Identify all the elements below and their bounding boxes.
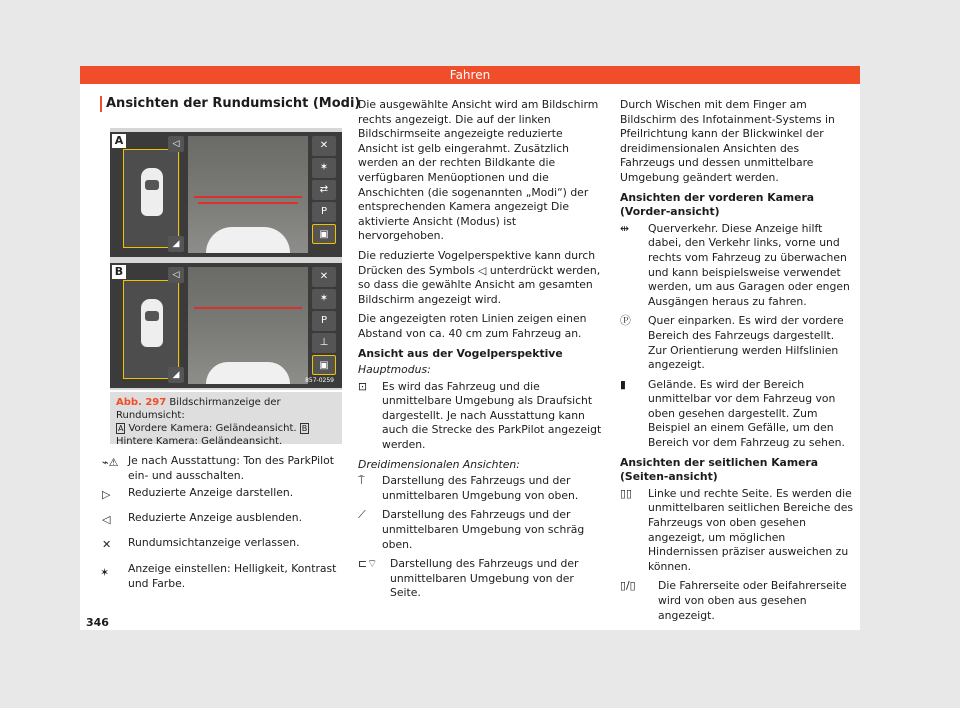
reduced-view-frame bbox=[123, 149, 179, 248]
figure-surround-view bbox=[110, 128, 342, 390]
icon-item-text: Gelände. Es wird der Bereich unmittelbar vor dem Fahrzeug von oben gesehen dargestellt. Zum Beispiel an einem Gefälle, um den Bereich vor dem Fahrzeug zu sehen. bbox=[648, 377, 845, 450]
subheading: Ansichten der seitlichen Kamera (Seiten-ansicht) bbox=[620, 455, 819, 484]
chapter-header: Fahren bbox=[80, 66, 860, 84]
icon-item bbox=[620, 222, 856, 310]
list-item: Je nach Ausstattung: Ton des ParkPilot ein- und ausschalten. bbox=[128, 454, 334, 482]
icon-item-text: Darstellung des Fahrzeugs und der unmittelbaren Umgebung von schräg oben. bbox=[382, 508, 585, 551]
cross-parking-icon: P bbox=[312, 311, 336, 331]
settings-brightness-icon: ✶ bbox=[312, 289, 336, 309]
cross-parking-icon: Ⓟ bbox=[620, 314, 631, 328]
car-front-hood bbox=[206, 227, 290, 253]
list-item: Reduzierte Anzeige ausblenden. bbox=[128, 511, 303, 524]
icon-item-text: Darstellung des Fahrzeugs und der unmittelbaren Umgebung von oben. bbox=[382, 474, 579, 502]
icon-item bbox=[620, 314, 856, 372]
cross-traffic-icon: ⇄ bbox=[312, 180, 336, 200]
rear-camera-view bbox=[188, 267, 308, 384]
mode-buttons bbox=[310, 267, 338, 377]
parkpilot-sound-icon: ⌁⚠ bbox=[102, 456, 119, 469]
column-3 bbox=[620, 98, 856, 628]
collapse-triangle-icon: ◁ bbox=[168, 267, 184, 283]
figure-caption bbox=[110, 392, 342, 447]
reduced-view-frame bbox=[123, 280, 179, 379]
section-title-marker bbox=[100, 96, 102, 112]
car-rear-bumper bbox=[206, 362, 290, 384]
view-oblique-icon: ⟋ bbox=[358, 508, 366, 522]
subheading-italic: Dreidimensionalen Ansichten: bbox=[358, 457, 520, 471]
close-x-icon: ✕ bbox=[102, 538, 112, 551]
paragraph: Die ausgewählte Ansicht wird am Bildschirm rechts angezeigt. Die auf der linken Bildschirmseite angezeigte reduzierte Ansicht ist gelb eingerahmt. Zusätzlich werden an der rechten Bildkante die verfügbaren Menüoptionen und die Anschichten (die sogenannten „Modi“) der entsprechenden Kamera angezeigt Die aktivierte Ansicht (Modus) ist hervorgehoben. bbox=[358, 98, 599, 243]
icon-item bbox=[358, 380, 604, 453]
car-top-view-icon: ⊡ bbox=[358, 379, 368, 393]
icon-item bbox=[620, 487, 856, 575]
cross-parking-icon: P bbox=[312, 202, 336, 222]
parkpilot-sound-icon: ◢ bbox=[168, 236, 184, 252]
section-title: Ansichten der Rundumsicht (Modi) bbox=[106, 96, 361, 111]
column-2 bbox=[358, 98, 604, 606]
icon-item-text: Es wird das Fahrzeug und die unmittelbare Umgebung als Draufsicht dargestellt. Je nach Ausstattung kann auch die Strecke des ParkPilot angezeigt werden. bbox=[382, 379, 602, 452]
list-item: Rundumsichtanzeige verlassen. bbox=[128, 536, 300, 549]
list-item: Reduzierte Anzeige darstellen. bbox=[128, 486, 294, 499]
trailer-view-icon: ⊥ bbox=[312, 333, 336, 353]
screen-panel-b bbox=[110, 263, 342, 388]
icon-item-text: Linke und rechte Seite. Es werden die unmittelbaren seitlichen Bereiche des Fahrzeugs von oben gesehen angezeigt, um möglichen Hindernissen präziser ausweichen zu können. bbox=[648, 486, 853, 573]
mode-buttons bbox=[310, 136, 338, 246]
side-view-both-icon: ▯▯ bbox=[620, 486, 632, 500]
caption-letter-b: B bbox=[301, 424, 308, 433]
icon-item bbox=[620, 579, 856, 623]
subheading-italic: Hauptmodus: bbox=[358, 363, 431, 377]
distance-line bbox=[198, 202, 298, 204]
panel-letter-b: B bbox=[112, 265, 126, 279]
screen-panel-a bbox=[110, 132, 342, 257]
manual-page bbox=[80, 66, 860, 630]
panel-letter-a: A bbox=[112, 134, 126, 148]
close-x-icon: ✕ bbox=[312, 267, 336, 287]
icon-item bbox=[620, 378, 856, 451]
icon-item-text: Darstellung des Fahrzeugs und der unmittelbaren Umgebung von der Seite. bbox=[390, 557, 579, 600]
expand-triangle-icon: ▷ bbox=[102, 488, 111, 501]
terrain-view-icon: ▣ bbox=[312, 355, 336, 375]
collapse-triangle-icon: ◁ bbox=[168, 136, 184, 152]
settings-brightness-icon: ✶ bbox=[100, 566, 110, 579]
icon-item bbox=[358, 557, 604, 601]
icon-item bbox=[358, 508, 604, 552]
distance-line bbox=[194, 307, 302, 309]
front-camera-view bbox=[188, 136, 308, 253]
icon-item-text: Querverkehr. Diese Anzeige hilft dabei, den Verkehr links, vorne und rechts vom Fahrzeug zu überwachen und kann beispielsweise verwendet werden, um aus Garagen oder engen Ausgängen heraus zu fahren. bbox=[648, 221, 850, 308]
terrain-view-icon: ▮ bbox=[620, 377, 626, 391]
list-item: Anzeige einstellen: Helligkeit, Kontrast und Farbe. bbox=[128, 562, 337, 590]
distance-line bbox=[194, 196, 302, 198]
close-x-icon: ✕ bbox=[312, 136, 336, 156]
figure-code: 857-0259 bbox=[305, 377, 334, 384]
paragraph: Die reduzierte Vogelperspektive kann durch Drücken des Symbols ◁ unterdrückt werden, so dass die gewählte Ansicht am gesamten Bildschirm angezeigt wird. bbox=[358, 248, 601, 306]
caption-letter-a: A bbox=[118, 424, 124, 433]
paragraph: Die angezeigten roten Linien zeigen einen Abstand von ca. 40 cm zum Fahrzeug an. bbox=[358, 312, 587, 340]
subheading: Ansichten der vorderen Kamera (Vorder-ansicht) bbox=[620, 190, 815, 219]
icon-item-text: Die Fahrerseite oder Beifahrerseite wird von oben aus gesehen angezeigt. bbox=[658, 579, 847, 622]
terrain-view-icon: ▣ bbox=[312, 224, 336, 244]
icon-item bbox=[358, 474, 604, 503]
page-number: 346 bbox=[86, 616, 109, 629]
caption-title: Bildschirmanzeige der Rundumsicht: bbox=[116, 397, 281, 421]
view-from-above-icon: ⍑ bbox=[358, 474, 365, 488]
cross-traffic-icon: ⇹ bbox=[620, 221, 630, 235]
collapse-triangle-icon: ◁ bbox=[102, 513, 111, 526]
subheading: Ansicht aus der Vogelperspektive bbox=[358, 346, 563, 360]
caption-text-a: Vordere Kamera: Geländeansicht. bbox=[128, 423, 297, 434]
settings-brightness-icon: ✶ bbox=[312, 158, 336, 178]
paragraph: Durch Wischen mit dem Finger am Bildschirm des Infotainment-Systems in Pfeilrichtung kann der Blickwinkel der dreidimensionalen Ansichten des Fahrzeugs und dessen unmittelbare Umgebung geändert werden. bbox=[620, 98, 835, 184]
caption-text-b: Hintere Kamera: Geländeansicht. bbox=[116, 436, 283, 447]
caption-label: Abb. 297 bbox=[116, 397, 167, 408]
parkpilot-sound-icon: ◢ bbox=[168, 367, 184, 383]
view-side-icon: ⊏⌔ bbox=[358, 557, 378, 571]
side-view-single-icon: ▯/▯ bbox=[620, 579, 636, 593]
icon-item-text: Quer einparken. Es wird der vordere Bereich des Fahrzeugs dargestellt. Zur Orientierung werden Hilfslinien angezeigt. bbox=[648, 314, 844, 372]
